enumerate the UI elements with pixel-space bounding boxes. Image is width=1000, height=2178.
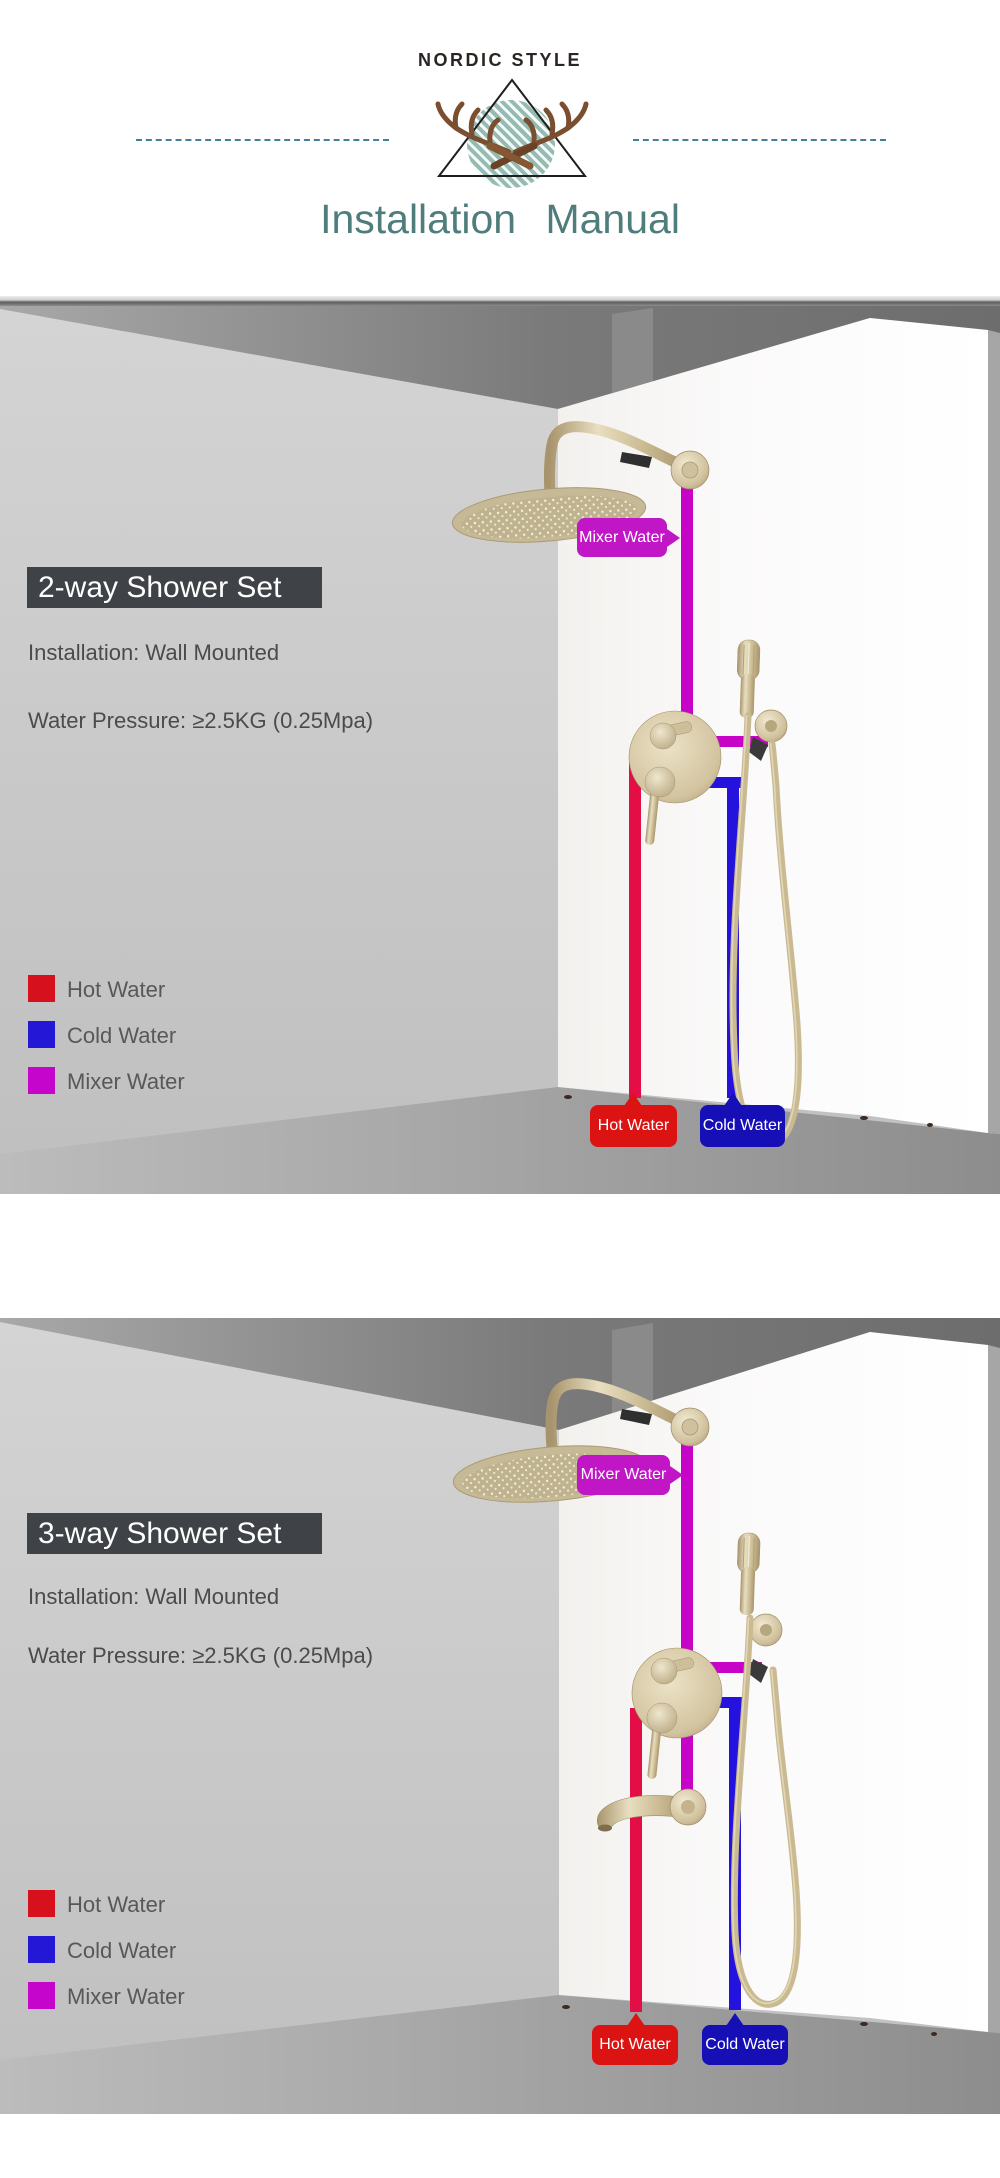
water-pressure-spec: Water Pressure: ≥2.5KG (0.25Mpa)	[28, 1643, 374, 1668]
header-separator	[0, 296, 1000, 306]
mixer-water-swatch	[28, 1982, 55, 2009]
water-pressure-spec: Water Pressure: ≥2.5KG (0.25Mpa)	[28, 708, 374, 733]
diagram-3way-shower	[0, 1318, 1000, 2114]
right-wall-edge	[988, 330, 1000, 1134]
valve-diverter-knob	[650, 723, 676, 749]
mixer-water-tag: Mixer Water	[577, 1455, 670, 1495]
legend-row-mixer: Mixer Water	[28, 1067, 288, 1094]
page-title: Installation Manual	[320, 196, 680, 242]
installation-type: Installation: Wall Mounted	[28, 1584, 280, 1609]
pipe-color-legend	[28, 975, 288, 1113]
diagram-2way-shower	[0, 306, 1000, 1194]
panel-title-2way: 2-way Shower Set	[27, 567, 322, 608]
antler-logo-icon	[412, 74, 612, 192]
right-wall-edge	[988, 1345, 1000, 2033]
hot-water-swatch	[28, 1890, 55, 1917]
valve-diverter-knob	[651, 1658, 677, 1684]
brand-name: NORDIC STYLE	[417, 50, 582, 70]
cold-water-swatch	[28, 1021, 55, 1048]
cold-water-swatch	[28, 1936, 55, 1963]
mixer-water-swatch	[28, 1067, 55, 1094]
hot-water-pipe	[630, 1708, 642, 2012]
header	[0, 0, 1000, 306]
valve-handle-hub	[647, 1703, 677, 1733]
legend-row-cold: Cold Water	[28, 1021, 288, 1048]
dashed-divider-left	[136, 139, 389, 141]
cold-water-tag: Cold Water	[702, 2025, 788, 2065]
legend-row-hot: Hot Water	[28, 975, 288, 1002]
panel-title-3way: 3-way Shower Set	[27, 1513, 322, 1554]
logo-graphic	[412, 74, 612, 192]
pipe-color-legend	[28, 1890, 288, 2028]
legend-row-cold: Cold Water	[28, 1936, 288, 1963]
hot-water-pipe	[629, 761, 641, 1098]
valve-handle-hub	[645, 767, 675, 797]
hot-water-tag: Hot Water	[592, 2025, 678, 2065]
dashed-divider-right	[633, 139, 886, 141]
mixer-water-pipe-spout	[681, 1733, 693, 1790]
installation-type: Installation: Wall Mounted	[28, 640, 280, 665]
hot-water-tag: Hot Water	[590, 1105, 677, 1147]
bottom-margin	[0, 2114, 1000, 2178]
cold-water-tag: Cold Water	[700, 1105, 785, 1147]
legend-row-hot: Hot Water	[28, 1890, 288, 1917]
mixer-water-tag: Mixer Water	[577, 518, 667, 557]
hot-water-swatch	[28, 975, 55, 1002]
legend-row-mixer: Mixer Water	[28, 1982, 288, 2009]
